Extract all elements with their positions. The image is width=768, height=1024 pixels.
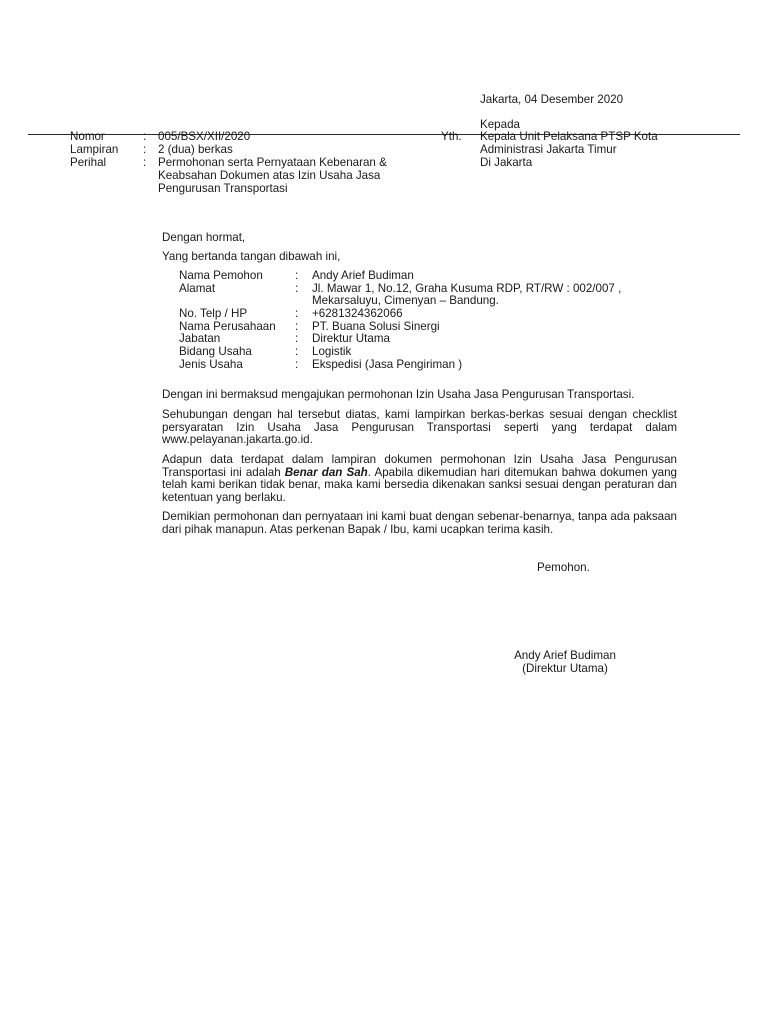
letter-date: Jakarta, 04 Desember 2020 — [480, 93, 624, 106]
identity-colon: : — [295, 345, 299, 358]
recipient-line-1: Kepala Unit Pelaksana PTSP Kota — [480, 130, 658, 143]
identity-value: Logistik — [312, 345, 352, 358]
signer-name: Andy Arief Budiman — [514, 649, 616, 662]
paragraph-3-emphasis: Benar dan Sah — [284, 465, 368, 479]
identity-label: Nama Pemohon — [179, 269, 263, 282]
identity-label: Alamat — [179, 282, 216, 295]
paragraph-2: Sehubungan dengan hal tersebut diatas, kami lampirkan berkas-berkas sesuai dengan checklist persyaratan Izin Usaha Jasa Pengurusan Transportasi seperti yang terdapat dalam www.pelayanan.jakarta.go.id. — [162, 408, 677, 447]
identity-colon: : — [295, 332, 299, 345]
recipient-line-2: Administrasi Jakarta Timur — [480, 143, 617, 156]
meta-label: Lampiran — [70, 143, 119, 156]
paragraph-1: Dengan ini bermaksud mengajukan permohonan Izin Usaha Jasa Pengurusan Transportasi. — [162, 388, 635, 401]
recipient-yth-label: Yth. — [441, 130, 462, 143]
recipient-line-3: Di Jakarta — [480, 156, 533, 169]
identity-colon: : — [295, 320, 299, 333]
intro-line: Yang bertanda tangan dibawah ini, — [162, 250, 341, 263]
identity-value: +6281324362066 — [312, 307, 403, 320]
signer-title: (Direktur Utama) — [522, 662, 608, 675]
meta-value: 005/BSX/XII/2020 — [158, 130, 251, 143]
identity-colon: : — [295, 269, 299, 282]
identity-value: Mekarsaluyu, Cimenyan – Bandung. — [312, 294, 499, 307]
meta-value: 2 (dua) berkas — [158, 143, 233, 156]
meta-colon: : — [143, 130, 147, 143]
meta-colon: : — [143, 156, 147, 169]
recipient-to-label: Kepada — [480, 118, 520, 131]
identity-value: PT. Buana Solusi Sinergi — [312, 320, 440, 333]
identity-colon: : — [295, 358, 299, 371]
meta-value: Permohonan serta Pernyataan Kebenaran & — [158, 156, 387, 169]
meta-label: Nomor — [70, 130, 105, 143]
meta-colon: : — [143, 143, 147, 156]
identity-label: Nama Perusahaan — [179, 320, 276, 333]
identity-value: Andy Arief Budiman — [312, 269, 414, 282]
identity-value: Jl. Mawar 1, No.12, Graha Kusuma RDP, RT/RW : 002/007 , — [312, 282, 622, 295]
identity-label: Bidang Usaha — [179, 345, 252, 358]
identity-label: Jenis Usaha — [179, 358, 243, 371]
closing-text: Pemohon. — [537, 561, 590, 574]
paragraph-3 — [162, 454, 677, 504]
identity-colon: : — [295, 282, 299, 295]
meta-label: Perihal — [70, 156, 107, 169]
identity-label: Jabatan — [179, 332, 221, 345]
identity-value: Direktur Utama — [312, 332, 390, 345]
paragraph-4: Demikian permohonan dan pernyataan ini kami buat dengan sebenar-benarnya, tanpa ada paksaan dari pihak manapun. Atas perkenan Bapak / Ibu, kami ucapkan terima kasih. — [162, 510, 677, 536]
identity-value: Ekspedisi (Jasa Pengiriman ) — [312, 358, 463, 371]
identity-colon: : — [295, 307, 299, 320]
perihal-continuation-1: Keabsahan Dokumen atas Izin Usaha Jasa — [158, 169, 381, 182]
paragraph-3-end: . Apabila dikemudian hari ditemukan bahwa dokumen yang telah kami berikan tidak benar, maka kami bersedia dikenakan sanksi sesuai dengan peraturan dan ketentuan yang berlaku. — [162, 465, 677, 504]
perihal-continuation-2: Pengurusan Transportasi — [158, 182, 288, 195]
paragraph-3-start: Adapun data terdapat dalam lampiran dokumen permohonan Izin Usaha Jasa Pengurusan Transportasi ini adalah — [162, 453, 677, 479]
identity-label: No. Telp / HP — [179, 307, 248, 320]
salutation: Dengan hormat, — [162, 231, 246, 244]
